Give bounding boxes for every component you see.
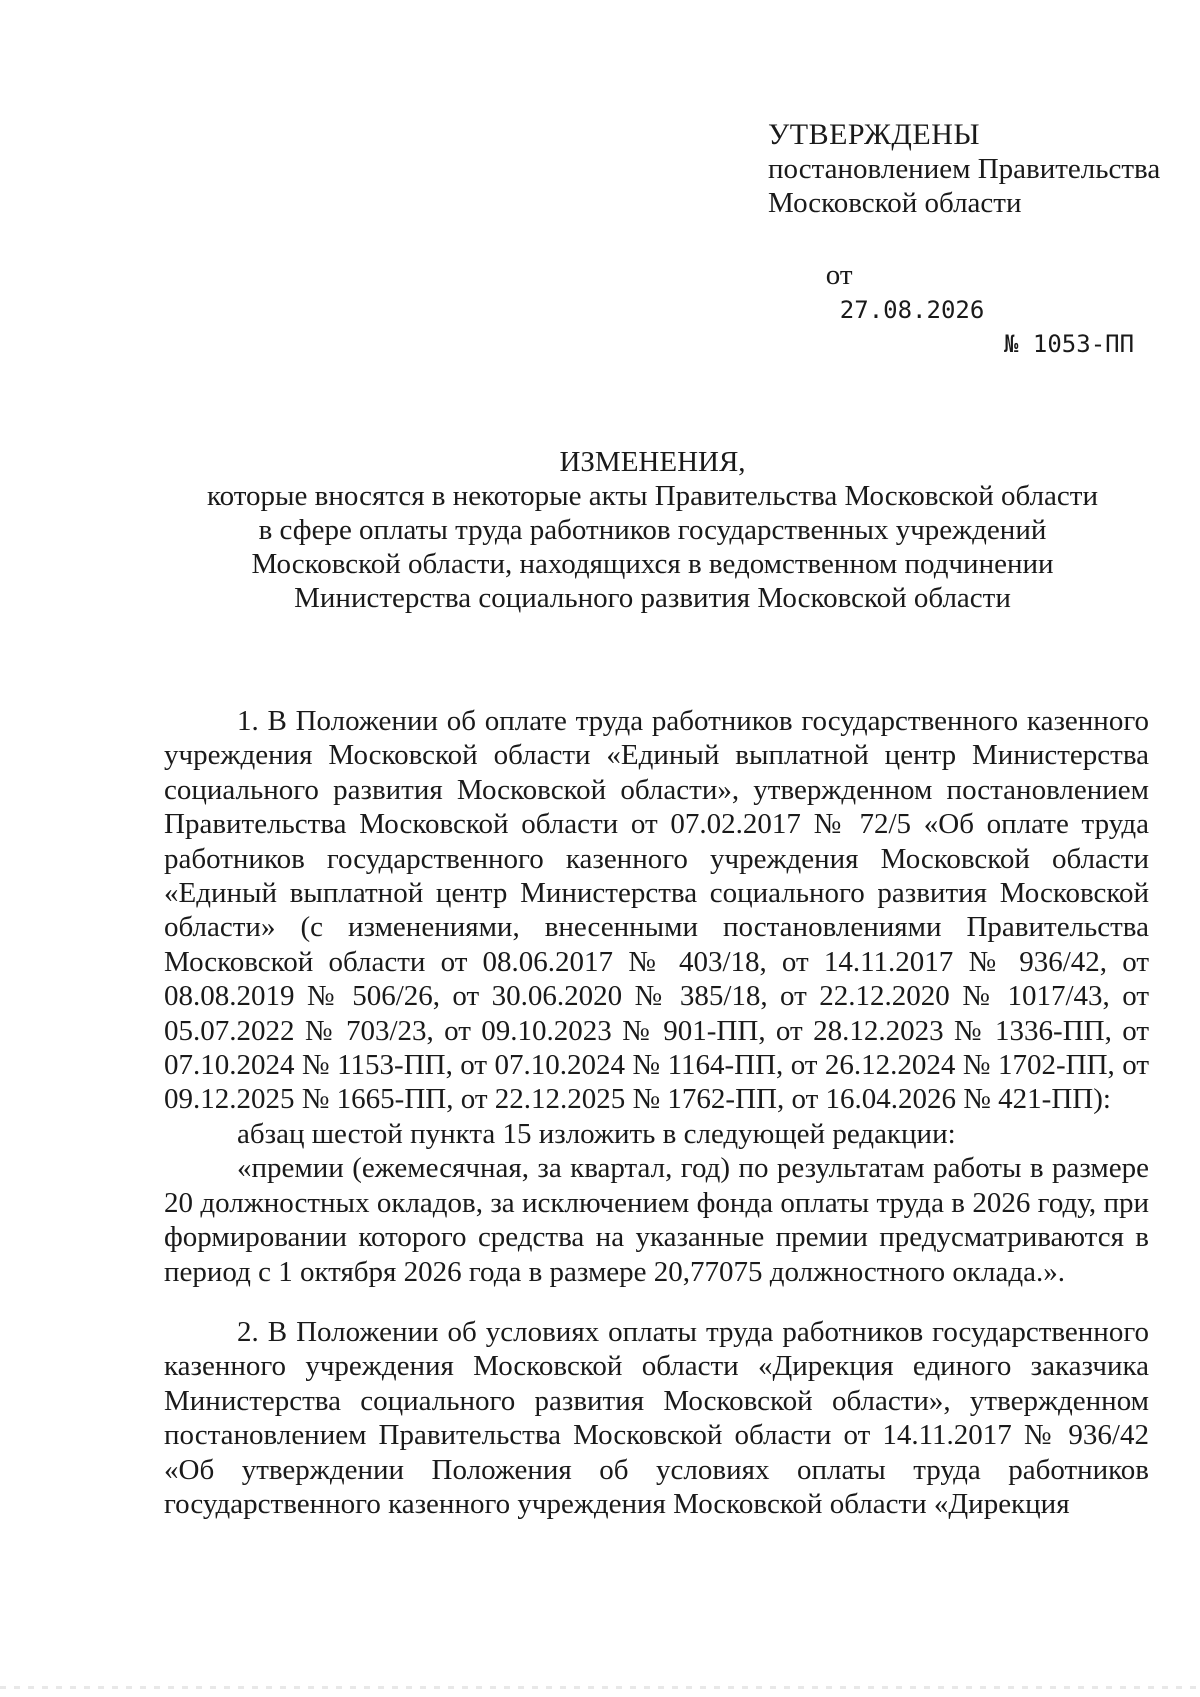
document-title-block	[160, 445, 1145, 615]
paragraph-1: 1. В Положении об оплате труда работников государственного казенного учреждения Московской области «Единый выплатной центр Министерства социального развития Московской области», утвержденном постановлением Правительства Московской области от 07.02.2017 № 72/5 «Об оплате труда работников государственного казенного учреждения Московской области «Единый выплатной центр Министерства социального развития Московской области» (с изменениями, внесенными постановлениями Правительства Московской области от 08.06.2017 № 403/18, от 14.11.2017 № 936/42, от 08.08.2019 № 506/26, от 30.06.2020 № 385/18, от 22.12.2020 № 1017/43, от 05.07.2022 № 703/23, от 09.10.2023 № 901-ПП, от 28.12.2023 № 1336-ПП, от 07.10.2024 № 1153-ПП, от 07.10.2024 № 1164-ПП, от 26.12.2024 № 1702-ПП, от 09.12.2025 № 1665-ПП, от 22.12.2025 № 1762-ПП, от 16.04.2026 № 421-ПП):	[164, 705, 1149, 1116]
document-body	[164, 704, 1149, 1521]
approval-date: 27.08.2026	[839, 296, 985, 324]
approval-number: № 1053-ПП	[1004, 330, 1135, 358]
scan-artifact-line	[0, 1686, 1200, 1689]
approval-date-prefix: от	[825, 259, 853, 291]
document-title-line-2: в сфере оплаты труда работников государственных учреждений	[258, 514, 1047, 546]
approval-heading: УТВЕРЖДЕНЫ	[768, 118, 981, 151]
document-title-heading: ИЗМЕНЕНИЯ,	[559, 446, 746, 478]
paragraph-4: 2. В Положении об условиях оплаты труда работников государственного казенного учреждения Московской области «Дирекция единого заказчика Министерства социального развития Московской области», утвержденном постановлением Правительства Московской области от 14.11.2017 № 936/42 «Об утверждении Положения об условиях оплаты труда работников государственного казенного учреждения Московской области «Дирекция	[164, 1315, 1149, 1520]
document-title-line-4: Министерства социального развития Московской области	[294, 582, 1011, 614]
paragraph-3: «премии (ежемесячная, за квартал, год) по результатам работы в размере 20 должностных окладов, за исключением фонда оплаты труда в 2026 году, при формировании которого средства на указанные премии предусматриваются в период с 1 октября 2026 года в размере 20,77075 должностного оклада.».	[164, 1152, 1149, 1288]
approval-dateline	[768, 224, 1168, 395]
document-title-line-1: которые вносятся в некоторые акты Правительства Московской области	[207, 480, 1098, 512]
paragraph-gap	[164, 1289, 1149, 1315]
document-title-line-3: Московской области, находящихся в ведомственном подчинении	[251, 548, 1054, 580]
approval-stamp-block	[768, 118, 1168, 395]
approval-line-1: постановлением Правительства	[768, 153, 1161, 185]
approval-line-2: Московской области	[768, 187, 1022, 219]
paragraph-2: абзац шестой пункта 15 изложить в следующей редакции:	[237, 1117, 956, 1150]
